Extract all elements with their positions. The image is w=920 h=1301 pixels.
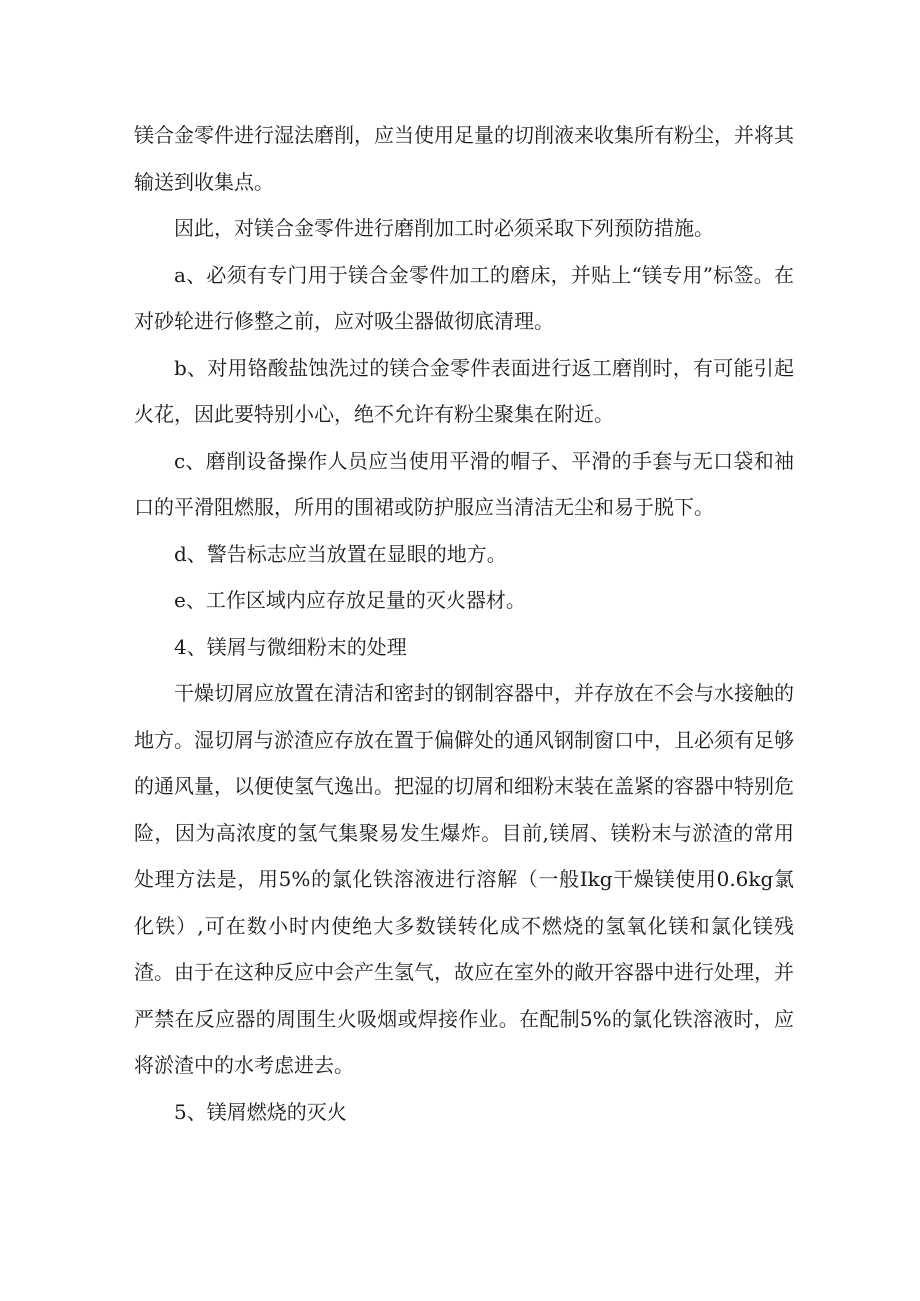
document-body [134, 112, 794, 1135]
paragraph-item-d: d、警告标志应当放置在显眼的地方。 [174, 541, 507, 566]
paragraph-item-c: c、磨削设备操作人员应当使用平滑的帽子、平滑的手套与无口袋和袖口的平滑阻燃服，所用的围裙或防护服应当清洁无尘和易于脱下。 [134, 448, 794, 519]
paragraph-continuation: 镁合金零件进行湿法磨削，应当使用足量的切削液来收集所有粉尘，并将其输送到收集点。 [134, 123, 794, 194]
paragraph-precautions-intro: 因此，对镁合金零件进行磨削加工时必须采取下列预防措施。 [174, 216, 714, 240]
paragraph-item-b: b、对用铬酸盐蚀洗过的镁合金零件表面进行返工磨削时，有可能引起火花，因此要特别小心，绝不允许有粉尘聚集在附近。 [134, 355, 794, 426]
paragraph-disposal: 干燥切屑应放置在清洁和密封的钢制容器中，并存放在不会与水接触的地方。湿切屑与淤渣应存放在置于偏僻处的通风钢制窗口中，且必须有足够的通风量，以便使氢气逸出。把湿的切屑和细粉末装在盖紧的容器中特别危险，因为高浓度的氢气集聚易发生爆炸。目前,镁屑、镁粉末与淤渣的常用处理方法是，用5%的氯化铁溶液进行溶解（一般Ikg干燥镁使用0.6kg氯化铁）,可在数小时内使绝大多数镁转化成不燃烧的氢氧化镁和氯化镁残渣。由于在这种反应中会产生氢气，故应在室外的敞开容器中进行处理，并严禁在反应器的周围生火吸烟或焊接作业。在配制5%的氯化铁溶液时，应将淤渣中的水考虑进去。 [134, 681, 794, 1077]
section-heading-4: 4、镁屑与微细粉末的处理 [174, 634, 407, 659]
section-heading-5: 5、镁屑燃烧的灭火 [174, 1099, 347, 1124]
paragraph-item-e: e、工作区域内应存放足量的灭火器材。 [174, 588, 526, 612]
paragraph-item-a: a、必须有专门用于镁合金零件加工的磨床，并贴上“镁专用”标签。在对砂轮进行修整之前，应对吸尘器做彻底清理。 [134, 262, 794, 333]
